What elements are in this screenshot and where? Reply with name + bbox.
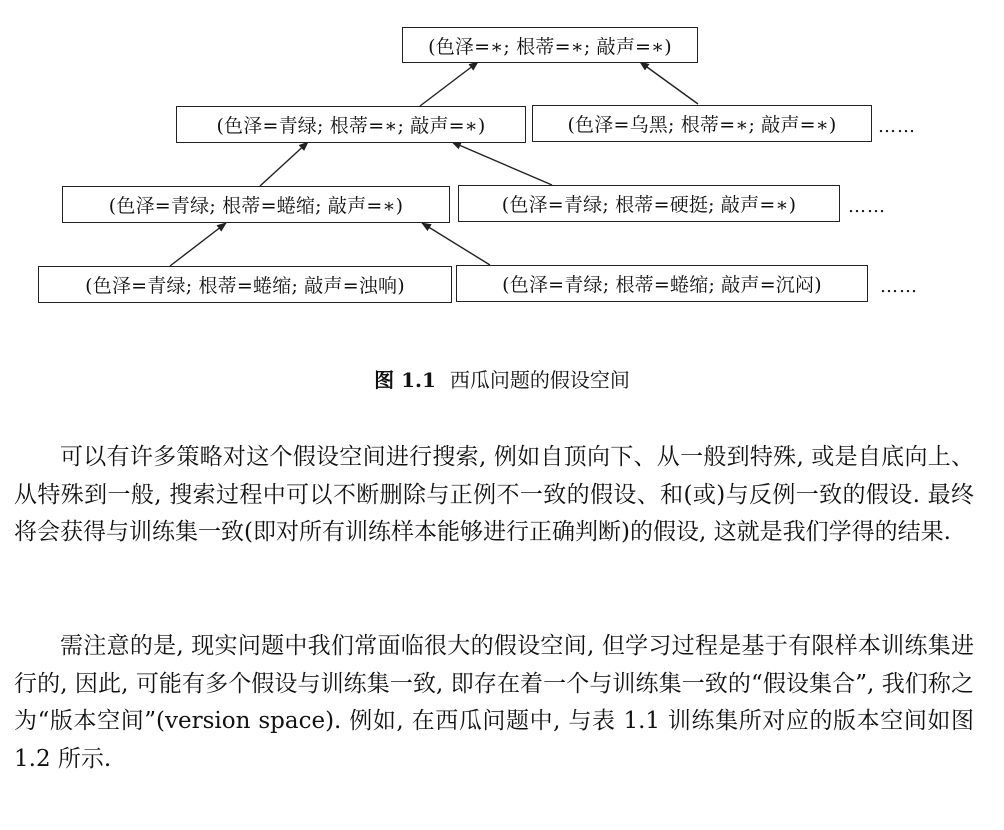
ellipsis-l2: …… [848, 196, 886, 217]
ellipsis-l3: …… [880, 276, 918, 297]
hypothesis-node-l2a: (色泽=青绿; 根蒂=蜷缩; 敲声=∗) [62, 186, 450, 223]
figure-label: 图 1.1 [374, 368, 436, 392]
hypothesis-space-diagram [0, 0, 1004, 340]
hypothesis-node-l3b: (色泽=青绿; 根蒂=蜷缩; 敲声=沉闷) [456, 265, 868, 302]
edge-l1a-root [420, 62, 478, 106]
hypothesis-node-l2b: (色泽=青绿; 根蒂=硬挺; 敲声=∗) [458, 185, 840, 222]
paragraph-1: 可以有许多策略对这个假设空间进行搜索, 例如自顶向下、从一般到特殊, 或是自底向上、从特殊到一般, 搜索过程中可以不断删除与正例不一致的假设、和(或)与反例一致的假设. 最终将会获得与训练集一致(即对所有训练样本能够进行正确判断)的假设, 这就是我们学得的结果. [14, 444, 974, 545]
figure-title: 西瓜问题的假设空间 [449, 368, 630, 392]
hypothesis-node-l3a: (色泽=青绿; 根蒂=蜷缩; 敲声=浊响) [38, 266, 452, 303]
hypothesis-node-l1a: (色泽=青绿; 根蒂=∗; 敲声=∗) [176, 106, 526, 143]
hypothesis-node-root: (色泽=∗; 根蒂=∗; 敲声=∗) [402, 27, 698, 63]
paragraph-2: 需注意的是, 现实问题中我们常面临很大的假设空间, 但学习过程是基于有限样本训练集进行的, 因此, 可能有多个假设与训练集一致, 即存在着一个与训练集一致的“假设集合”, 我们称之为“版本空间”(version space). 例如, 在西瓜问题中, 与表 1.1 训练集所对应的版本空间如图 1.2 所示. [14, 633, 974, 772]
edge-l3a-l2a [170, 223, 226, 266]
hypothesis-node-l1b: (色泽=乌黑; 根蒂=∗; 敲声=∗) [532, 105, 872, 142]
edge-l1b-root [640, 62, 698, 104]
edge-l3b-l2a [422, 223, 490, 265]
figure-caption [0, 364, 1004, 393]
ellipsis-l1: …… [878, 116, 916, 137]
edge-l2a-l1a [260, 142, 308, 186]
edge-l2b-l1a [452, 142, 552, 185]
